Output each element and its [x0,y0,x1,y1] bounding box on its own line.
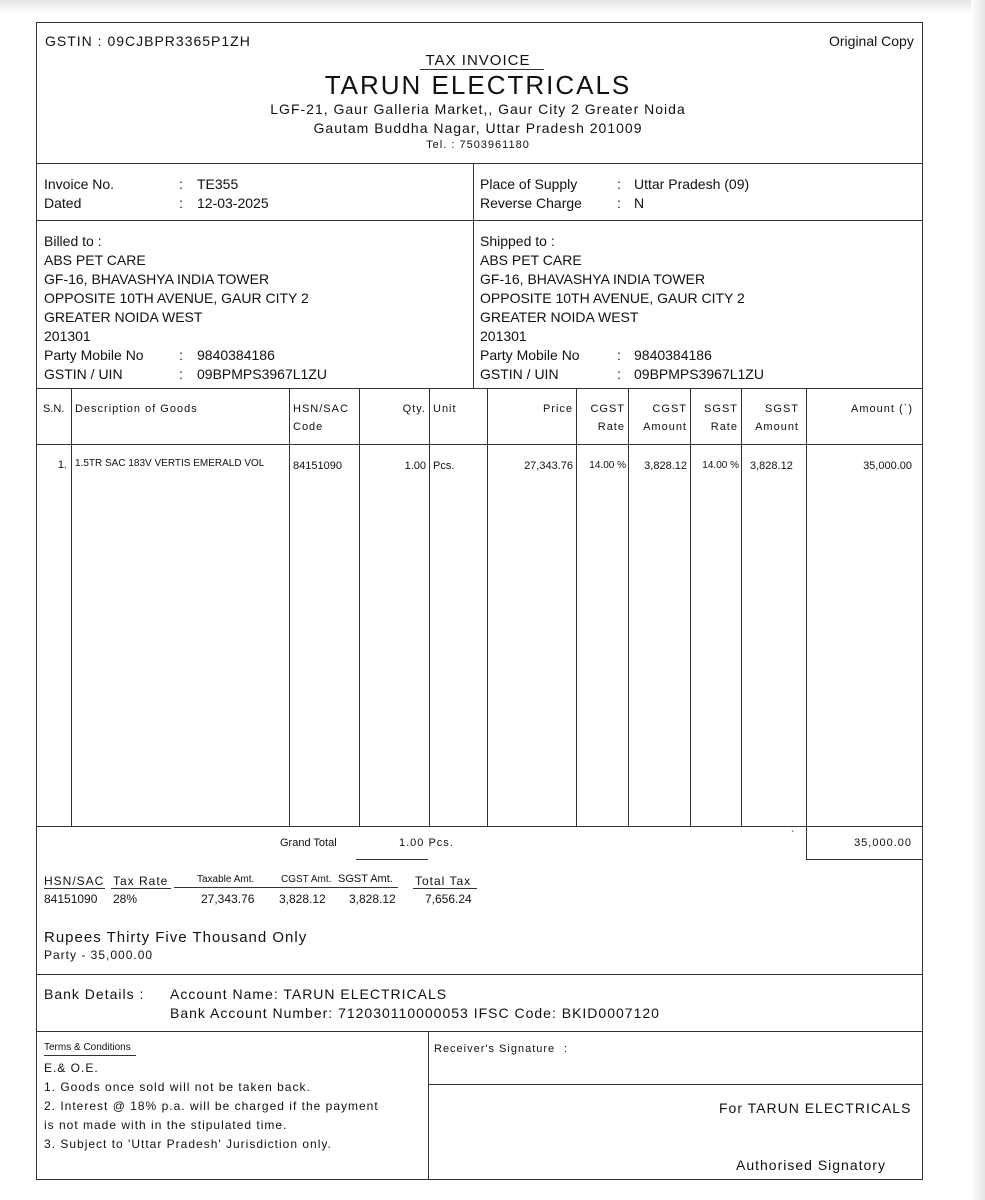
invoice-no-label: Invoice No. [44,176,115,192]
reverse-charge-sep: : [617,195,621,211]
page-edge-right [971,0,985,1200]
table-body-divider [37,826,922,827]
company-gstin: GSTIN : 09CJBPR3365P1ZH [45,33,251,49]
terms-item-3: 3. Subject to 'Uttar Pradesh' Jurisdiction only. [44,1137,332,1151]
tax-sgst-header: SGST Amt. [338,873,393,885]
billed-to-line1: GF-16, BHAVASHYA INDIA TOWER [44,271,270,287]
receiver-signature-sep: : [564,1043,568,1055]
col-divider-cgst-rate [628,388,629,826]
divider-address [37,388,922,389]
th-cgst-rate-line2: Rate [597,421,625,433]
reverse-charge-label: Reverse Charge [480,195,582,211]
billed-gstin-sep: : [179,366,183,382]
terms-item-2b: is not made with in the stipulated time. [44,1118,288,1132]
invoice-no-value: TE355 [197,176,239,192]
place-of-supply-sep: : [617,176,621,192]
col-divider-hsn [359,388,360,826]
reverse-charge-value: N [634,195,645,211]
shipped-to-pin: 201301 [480,328,527,344]
tax-amounts-underline [174,887,398,888]
company-address-line2: Gautam Buddha Nagar, Uttar Pradesh 201009 [313,120,643,136]
billed-mobile-label: Party Mobile No [44,347,144,363]
doc-type-title: TAX INVOICE [425,52,531,69]
for-company-label: For TARUN ELECTRICALS [719,1100,912,1116]
divider-header [37,163,922,164]
billed-mobile-value: 9840384186 [197,347,275,363]
invoice-document [36,22,923,1180]
company-name: TARUN ELECTRICALS [324,70,632,100]
terms-heading-underline [44,1055,136,1056]
terms-eoe: E.& O.E. [44,1061,99,1075]
shipped-gstin-value: 09BPMPS3967L1ZU [634,366,764,382]
th-price: Price [542,403,573,415]
billed-to-heading: Billed to : [44,233,102,249]
tax-rate-underline [111,888,171,889]
billed-to-line2: OPPOSITE 10TH AVENUE, GAUR CITY 2 [44,290,309,306]
company-address-line1: LGF-21, Gaur Galleria Market,, Gaur City 2 Greater Noida [270,101,686,117]
place-of-supply-label: Place of Supply [480,176,578,192]
grand-total-amount: 35,000.00 [854,837,912,849]
billed-gstin-value: 09BPMPS3967L1ZU [197,366,327,382]
tax-row-taxable: 27,343.76 [201,892,255,906]
shipped-mobile-value: 9840384186 [634,347,712,363]
th-sgst-amount-line2: Amount [755,421,799,433]
tax-row-total: 7,656.24 [425,892,472,906]
cell-hsn: 84151090 [293,460,342,472]
terms-item-2a: 2. Interest @ 18% p.a. will be charged if the payment [44,1099,379,1113]
shipped-gstin-label: GSTIN / UIN [480,366,559,382]
th-cgst-amount-line2: Amount [643,421,687,433]
receiver-signature-divider [428,1084,922,1085]
grand-total-qty: 1.00 Pcs. [399,837,454,849]
th-amount: Amount (`) [851,403,913,415]
th-hsn-line1: HSN/SAC [293,403,349,415]
col-divider-sgst-amt [806,388,807,826]
cell-description: 1.5TR SAC 183V VERTIS EMERALD VOL [75,458,265,469]
shipped-to-line2: OPPOSITE 10TH AVENUE, GAUR CITY 2 [480,290,745,306]
grand-total-currency-mark: ` [791,830,795,841]
th-sgst-rate-line2: Rate [710,421,738,433]
divider-bank [37,1031,922,1032]
shipped-mobile-label: Party Mobile No [480,347,580,363]
cell-sn: 1. [57,459,67,471]
th-description: Description of Goods [75,403,198,415]
party-amount-line: Party - 35,000.00 [44,948,154,962]
tax-rate-header: Tax Rate [113,874,169,888]
grand-total-qty-underline [356,859,428,860]
col-divider-cgst-amt [690,388,691,826]
dated-sep: : [179,195,183,211]
cell-sgst-amount: 3,828.12 [750,460,793,472]
receiver-signature-label: Receiver's Signature [434,1043,556,1055]
divider-words [37,974,922,975]
cell-qty: 1.00 [404,460,426,472]
bank-account-number: Bank Account Number: 712030110000053 IFSC Code: BKID0007120 [170,1005,660,1021]
copy-label: Original Copy [829,33,914,49]
col-divider-price [576,388,577,826]
tax-cgst-header: CGST Amt. [281,874,332,885]
bank-account-name: Account Name: TARUN ELECTRICALS [170,986,448,1002]
tax-hsn-header: HSN/SAC [44,874,105,888]
col-divider-unit [487,388,488,826]
terms-heading: Terms & Conditions [44,1042,131,1053]
dated-value: 12-03-2025 [197,195,269,211]
col-divider-sn [71,388,72,826]
billed-to-name: ABS PET CARE [44,252,146,268]
cell-cgst-rate: 14.00 % [589,460,626,471]
billed-to-pin: 201301 [44,328,91,344]
terms-item-1: 1. Goods once sold will not be taken back. [44,1080,311,1094]
billed-gstin-label: GSTIN / UIN [44,366,123,382]
amount-in-words: Rupees Thirty Five Thousand Only [44,929,308,946]
cell-price: 27,343.76 [524,460,573,472]
company-tel: Tel. : 7503961180 [426,139,530,151]
shipped-gstin-sep: : [617,366,621,382]
th-cgst-amount-line1: CGST [652,403,687,415]
cell-sgst-rate: 14.00 % [702,460,739,471]
divider-footer-vertical [428,1031,429,1180]
th-hsn-line2: Code [293,421,324,433]
billed-to-line3: GREATER NOIDA WEST [44,309,203,325]
invoice-no-sep: : [179,176,183,192]
th-sgst-amount-line1: SGST [765,403,799,415]
tax-total-underline [413,888,477,889]
place-of-supply-value: Uttar Pradesh (09) [634,176,750,192]
th-sn: S.N. [43,403,65,415]
tax-row-rate: 28% [113,892,138,906]
divider-meta-vertical [473,163,474,388]
tax-row-cgst: 3,828.12 [279,892,326,906]
shipped-to-name: ABS PET CARE [480,252,582,268]
page-edge-top [0,0,985,14]
tax-row-hsn: 84151090 [44,892,98,906]
divider-meta [37,220,922,221]
tax-row-sgst: 3,828.12 [349,892,396,906]
bank-details-label: Bank Details : [44,986,145,1002]
grand-total-label: Grand Total [280,837,337,849]
cell-cgst-amount: 3,828.12 [644,460,687,472]
col-divider-qty [429,388,430,826]
authorised-signatory-label: Authorised Signatory [736,1157,886,1173]
grand-total-amount-underline [806,859,922,860]
shipped-to-heading: Shipped to : [480,233,555,249]
shipped-mobile-sep: : [617,347,621,363]
th-cgst-rate-line1: CGST [590,403,625,415]
billed-mobile-sep: : [179,347,183,363]
tax-hsn-underline [44,888,105,889]
cell-amount: 35,000.00 [863,460,912,472]
col-divider-sgst-rate [741,388,742,826]
table-header-divider [37,444,922,445]
th-unit: Unit [433,403,457,415]
shipped-to-line1: GF-16, BHAVASHYA INDIA TOWER [480,271,706,287]
tax-taxable-header: Taxable Amt. [197,874,255,885]
col-divider-desc [289,388,290,826]
shipped-to-line3: GREATER NOIDA WEST [480,309,639,325]
tax-total-header: Total Tax [415,874,472,888]
th-sgst-rate-line1: SGST [704,403,738,415]
th-qty: Qty. [402,403,426,415]
dated-label: Dated [44,195,82,211]
cell-unit: Pcs. [433,460,455,472]
